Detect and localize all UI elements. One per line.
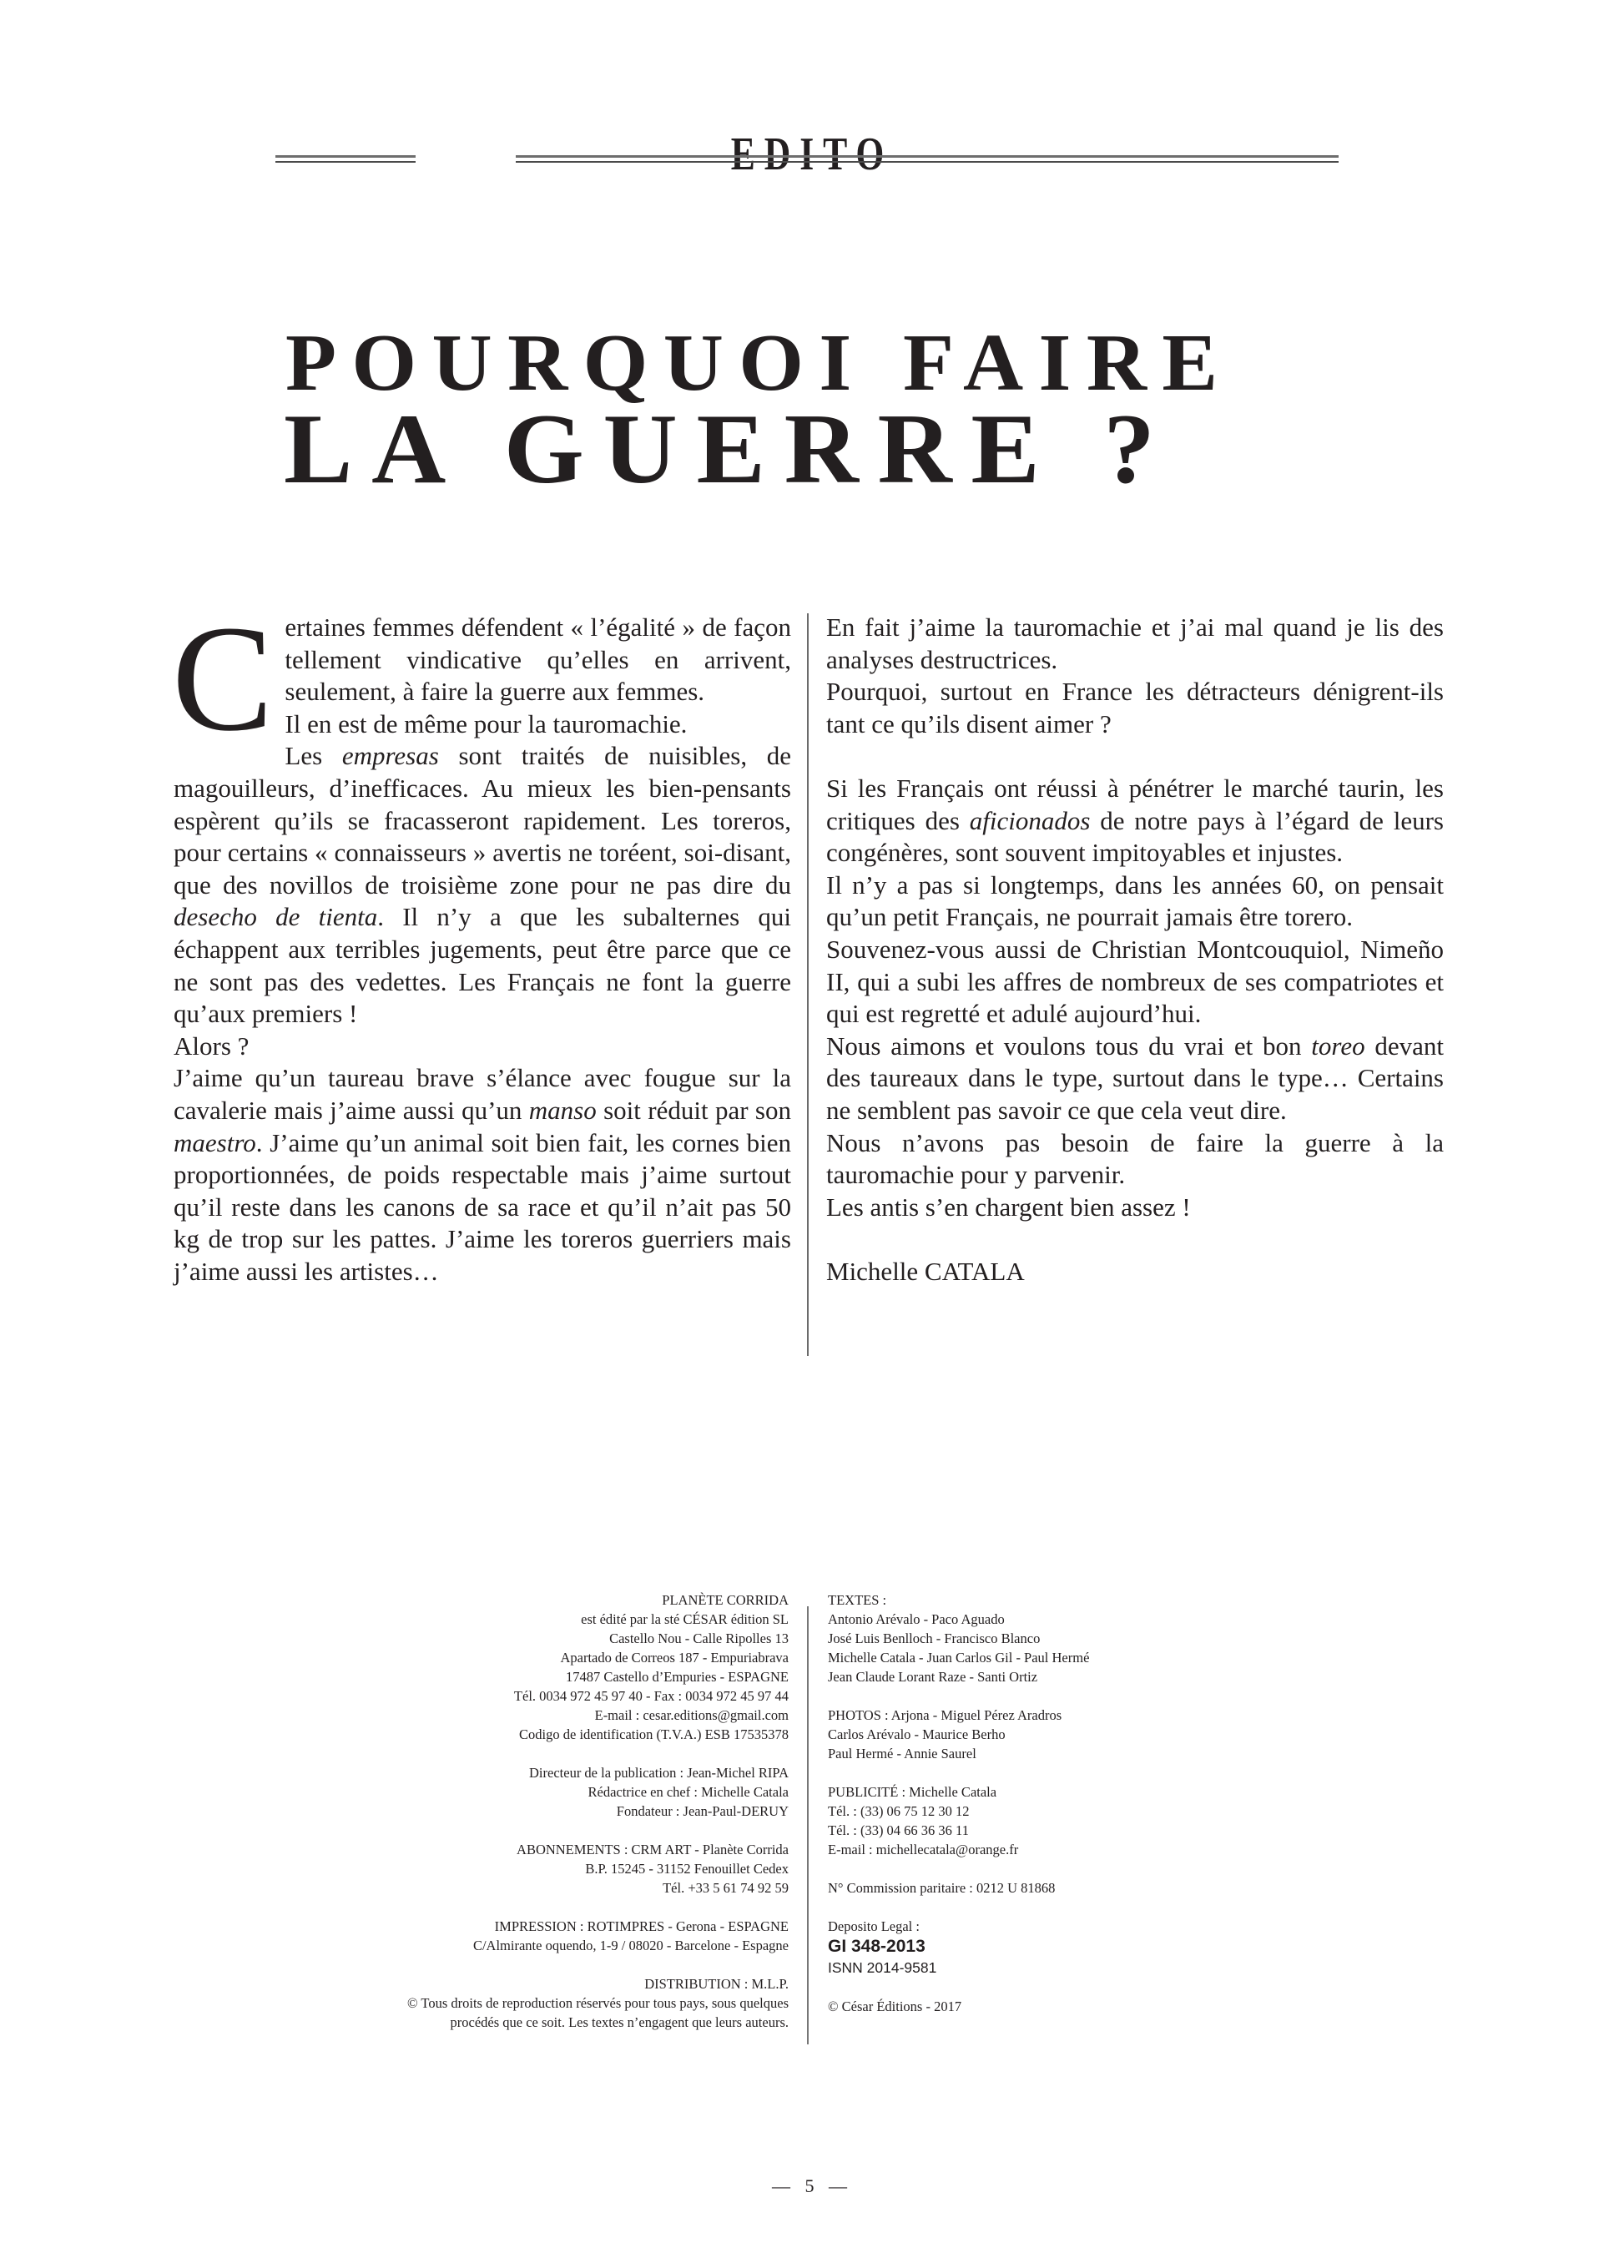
spacer [828, 1686, 1178, 1706]
colophon-line: Castello Nou - Calle Ripolles 13 [609, 1630, 789, 1646]
article-right-column [826, 612, 1444, 1288]
article-left-column [172, 595, 791, 1288]
italic-term: maestro [174, 1127, 256, 1157]
colophon-line: Fondateur : Jean-Paul-DERUY [616, 1803, 789, 1819]
issn: ISNN 2014-9581 [828, 1959, 937, 1976]
page-number: — 5 — [772, 2175, 852, 2196]
colophon-line: Tél. +33 5 61 74 92 59 [663, 1880, 789, 1896]
paragraph: J’aime qu’un taureau brave s’élance avec fougue sur la cavalerie mais j’aime aussi qu’un manso soit réduit par son maestro. J’aime qu’un animal soit bien fait, les cornes bien proportionnées, de poids respectable mais j’aime surtout qu’il reste dans les canons de sa race et qu’il n’ait pas 50 kg de trop sur les pattes. J’aime les toreros guerriers mais j’aime aussi les artistes… [174, 1063, 791, 1286]
email-link[interactable]: E-mail : cesar.editions@gmail.com [594, 1707, 789, 1723]
paragraph: Certaines femmes défendent « l’égalité » de façon tellement vindicative qu’elles en arrivent, seulement, à faire la guerre aux femmes. [172, 595, 791, 763]
paragraph: Si les Français ont réussi à pénétrer le marché taurin, les critiques des aficionados de notre pays à l’égard de leurs congénères, sont souvent impitoyables et injustes. [826, 773, 1444, 868]
spacer [828, 1898, 1178, 1917]
email-link[interactable]: E-mail : michellecatala@orange.fr [828, 1842, 1019, 1857]
italic-term: manso [528, 1095, 597, 1125]
author-signature: Michelle CATALA [826, 1256, 1025, 1286]
colophon-line: ABONNEMENTS : CRM ART - Planète Corrida [517, 1842, 789, 1857]
colophon-line: Tél. : (33) 04 66 36 36 11 [828, 1822, 969, 1838]
colophon-line: Codigo de identification (T.V.A.) ESB 17535378 [519, 1726, 789, 1742]
title-line-2: LA GUERRE ? [284, 393, 1174, 504]
spacer [321, 1744, 789, 1763]
colophon-line: TEXTES : [828, 1592, 887, 1608]
column-divider [807, 613, 809, 1356]
spacer [828, 1763, 1178, 1782]
copyright: © César Éditions - 2017 [828, 1998, 962, 2014]
colophon-line: Tél. 0034 972 45 97 40 - Fax : 0034 972 45 97 44 [513, 1688, 789, 1704]
colophon-line: Carlos Arévalo - Maurice Berho [828, 1726, 1006, 1742]
spacer [321, 1955, 789, 1974]
colophon-line: 17487 Castello d’Empuries - ESPAGNE [565, 1669, 789, 1685]
colophon-line: C/Almirante oquendo, 1-9 / 08020 - Barcelone - Espagne [472, 1938, 789, 1953]
paragraph: Nous aimons et voulons tous du vrai et bon toreo devant des taureaux dans le type, surtout dans le type… Certains ne semblent pas savoir ce que cela veut dire. [826, 1031, 1445, 1125]
colophon-line: José Luis Benlloch - Francisco Blanco [828, 1630, 1041, 1646]
paragraph: Alors ? [174, 1031, 250, 1061]
colophon-line: Apartado de Correos 187 - Empuriabrava [560, 1650, 789, 1666]
colophon-line: Paul Hermé - Annie Saurel [828, 1746, 976, 1761]
paragraph: Les antis s’en chargent bien assez ! [826, 1192, 1191, 1222]
colophon-line: est édité par la sté CÉSAR édition SL [581, 1611, 789, 1627]
header-rule-right [516, 155, 1339, 163]
paragraph: Il n’y a pas si longtemps, dans les années 60, on pensait qu’un petit Français, ne pourrait jamais être torero. [826, 869, 1444, 932]
deposit-label: Deposito Legal : [828, 1918, 920, 1934]
italic-term: aficionados [969, 805, 1091, 835]
spacer [828, 1859, 1178, 1878]
colophon-right [828, 1590, 1178, 2016]
italic-term: empresas [341, 741, 439, 771]
colophon-line: Rédactrice en chef : Michelle Catala [588, 1784, 789, 1800]
paragraph: Il en est de même pour la tauromachie. [285, 708, 688, 738]
colophon-line: Jean Claude Lorant Raze - Santi Ortiz [828, 1669, 1038, 1685]
spacer [321, 1821, 789, 1840]
paragraph: Les empresas sont traités de nuisibles, de magouilleurs, d’inefficaces. Au mieux les bien-pensants espèrent qu’ils se fracasseront rapidement. Les toreros, pour certains « connaisseurs » avertis ne toréent, soi-disant, que des novillos de troisième zone pour ne pas dire du desecho de tienta. Il n’y a que les subalternes qui échappent aux terribles jugements, peut être parce que ce ne sont pas des vedettes. Les Français ne font la guerre qu’aux premiers ! [174, 741, 791, 1029]
colophon-line: procédés que ce soit. Les textes n’engagent que leurs auteurs. [450, 2014, 789, 2030]
colophon-line: Antonio Arévalo - Paco Aguado [828, 1611, 1005, 1627]
italic-term: desecho de tienta [174, 902, 378, 932]
colophon-line: Michelle Catala - Juan Carlos Gil - Paul Hermé [828, 1650, 1090, 1666]
spacer [826, 1223, 1444, 1256]
spacer [826, 740, 1444, 773]
colophon-line: © Tous droits de reproduction réservés pour tous pays, sous quelques [407, 1995, 789, 2011]
colophon-divider [807, 1606, 809, 2044]
paragraph: Souvenez-vous aussi de Christian Montcouquiol, Nimeño II, qui a subi les affres de nombreux de ses compatriotes et qui est regretté et adulé aujourd’hui. [826, 934, 1444, 1029]
colophon-line: PLANÈTE CORRIDA [662, 1592, 789, 1608]
colophon-line: PUBLICITÉ : Michelle Catala [828, 1784, 997, 1800]
colophon-line: Tél. : (33) 06 75 12 30 12 [828, 1803, 970, 1819]
colophon-line: Directeur de la publication : Jean-Michel RIPA [529, 1765, 789, 1781]
colophon-line: N° Commission paritaire : 0212 U 81868 [828, 1880, 1056, 1896]
paragraph: Nous n’avons pas besoin de faire la guerre à la tauromachie pour y parvenir. [826, 1127, 1444, 1190]
title-line-1: POURQUOI FAIRE [285, 318, 1233, 408]
page-title [275, 309, 1360, 504]
section-label: EDITO [730, 129, 894, 180]
spacer [321, 1898, 789, 1917]
colophon-line: B.P. 15245 - 31152 Fenouillet Cedex [585, 1861, 789, 1877]
paragraph: En fait j’aime la tauromachie et j’ai mal quand je lis des analyses destructrices. [826, 612, 1444, 674]
colophon-line: PHOTOS : Arjona - Miguel Pérez Aradros [828, 1707, 1062, 1723]
colophon-left [321, 1590, 789, 2032]
italic-term: toreo [1311, 1031, 1365, 1061]
spacer [828, 1978, 1178, 1997]
colophon-line: DISTRIBUTION : M.L.P. [644, 1976, 789, 1992]
deposit-number: GI 348-2013 [828, 1937, 925, 1956]
paragraph: Pourquoi, surtout en France les détracteurs dénigrent-ils tant ce qu’ils disent aimer ? [826, 677, 1444, 738]
drop-cap: C [172, 595, 274, 763]
colophon-line: IMPRESSION : ROTIMPRES - Gerona - ESPAGNE [494, 1918, 789, 1934]
